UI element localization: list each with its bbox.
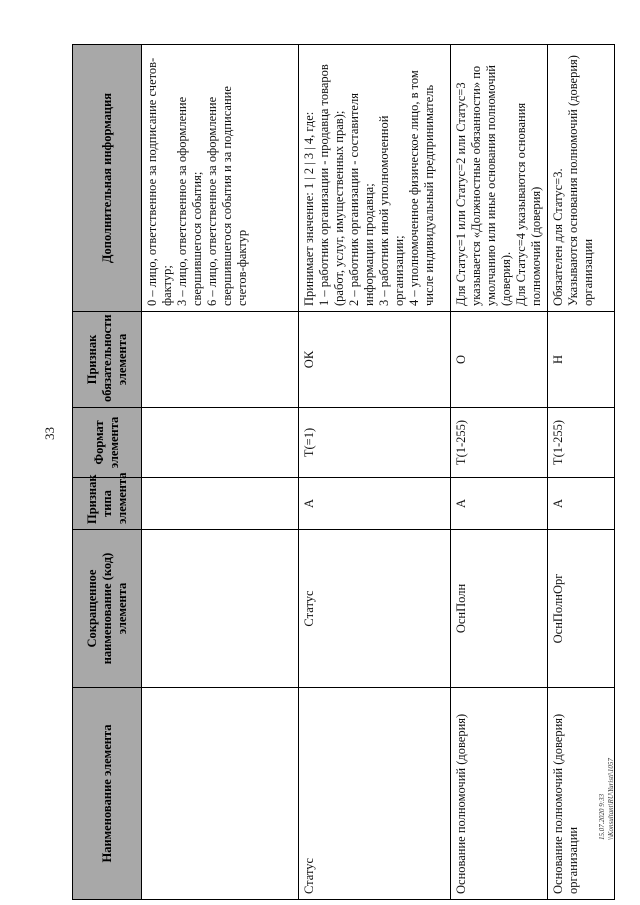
info-line: 0 – лицо, ответственное за подписание счетов-фактур;: [145, 57, 174, 306]
cell-format: Т(1-255): [548, 408, 615, 478]
table-row: [548, 45, 615, 900]
header-format: Формат элемента: [73, 408, 142, 478]
cell-code: [142, 530, 299, 688]
rotated-table-container: [72, 45, 595, 900]
cell-info: [451, 45, 548, 312]
cell-required: О: [451, 312, 548, 408]
cell-format: Т(1-255): [451, 408, 548, 478]
table-row: [451, 45, 548, 900]
info-line: Указываются основания полномочий (доверия) организации: [566, 55, 595, 306]
cell-type: А: [451, 478, 548, 530]
cell-info: [299, 45, 451, 312]
cell-required: ОК: [299, 312, 451, 408]
cell-code: ОснПолнОрг: [548, 530, 615, 688]
info-line: Принимает значение: 1 | 2 | 3 | 4, где:: [302, 111, 316, 306]
header-type: Признак типа элемента: [73, 478, 142, 530]
cell-name: Основание полномочий (доверия) организации: [548, 688, 615, 900]
cell-name: Основание полномочий (доверия): [451, 688, 548, 900]
cell-info: [548, 45, 615, 312]
cell-code: ОснПолн: [451, 530, 548, 688]
info-line: 3 – лицо, ответственное за оформление свершившегося события;: [175, 96, 204, 306]
header-info: Дополнительная информация: [73, 45, 142, 312]
cell-format: [142, 408, 299, 478]
info-line: Для Статус=1 или Статус=2 или Статус=3 указывается «Должностные обязанности» по умолчанию или иные основания полномочий (доверия).: [454, 65, 513, 306]
table-row: [142, 45, 299, 900]
info-line: Обязателен для Статус=3.: [551, 168, 565, 306]
cell-name: Статус: [299, 688, 451, 900]
info-line: Для Статус=4 указываются основания полномочий (доверия): [514, 102, 543, 306]
info-line: 3 – работник иной уполномоченной организации;: [377, 115, 406, 306]
cell-name: [142, 688, 299, 900]
cell-required: Н: [548, 312, 615, 408]
table-row: [299, 45, 451, 900]
cell-type: [142, 478, 299, 530]
cell-required: [142, 312, 299, 408]
footer-stamp-line: 15.07.2020 9:33: [598, 793, 606, 840]
cell-type: А: [548, 478, 615, 530]
table-header-row: [73, 45, 142, 900]
info-line: 4 – уполномоченное физическое лицо, в том числе индивидуальный предприниматель: [407, 70, 436, 306]
header-code: Сокращенное наименование (код) элемента: [73, 530, 142, 688]
cell-info: [142, 45, 299, 312]
cell-type: А: [299, 478, 451, 530]
info-line: 6 – лицо, ответственное за оформление свершившегося события и за подписание счетов-фактур: [205, 86, 249, 306]
footer-stamp-line: \\Konsultant\RU\Yuristi\1057: [607, 758, 615, 840]
cell-code: Статус: [299, 530, 451, 688]
info-line: 1 – работник организации - продавца товаров (работ, услуг, имущественных прав);: [317, 64, 346, 306]
elements-table: [72, 44, 615, 900]
page-number: 33: [42, 427, 57, 440]
cell-format: Т(=1): [299, 408, 451, 478]
header-name: Наименование элемента: [73, 688, 142, 900]
info-line: 2 – работник организации - составителя информации продавца;: [347, 93, 376, 306]
header-required: Признак обязательности элемента: [73, 312, 142, 408]
